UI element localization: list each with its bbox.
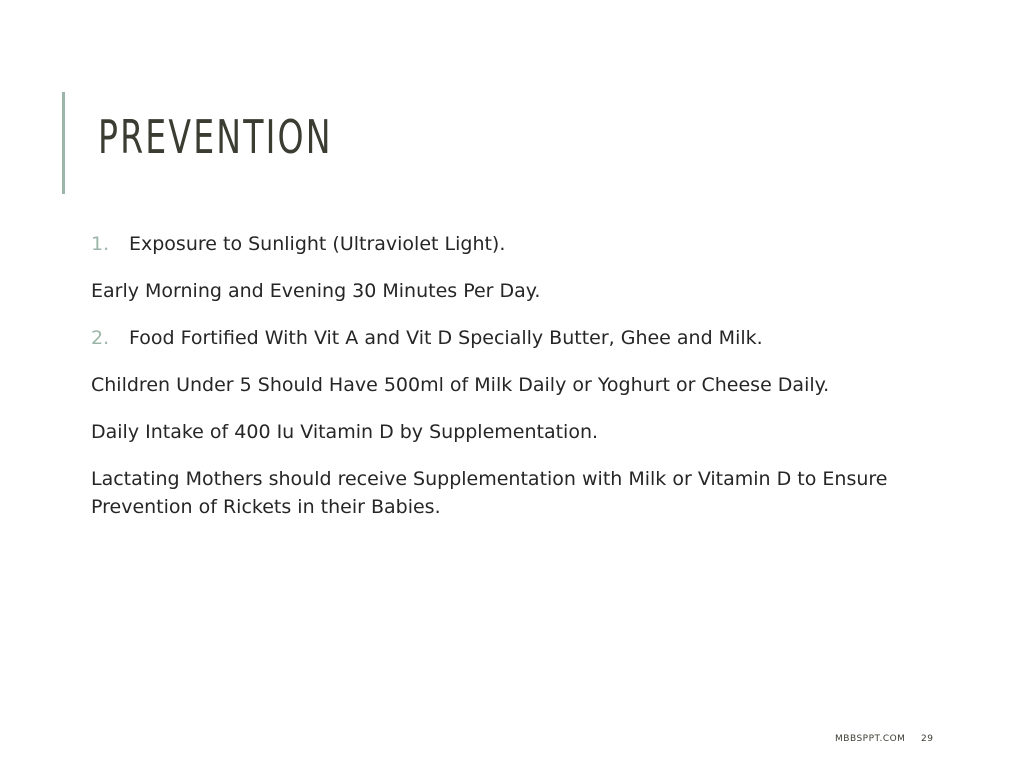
item-text: Exposure to Sunlight (Ultraviolet Light).	[129, 233, 506, 255]
item-number: 1.	[91, 233, 110, 255]
footer-site: MBBSPPT.COM	[835, 734, 906, 744]
paragraph-item: Children Under 5 Should Have 500ml of Milk Daily or Yoghurt or Cheese Daily.	[91, 374, 830, 396]
paragraph-item: Lactating Mothers should receive Supplementation with Milk or Vitamin D to Ensure Prevention of Rickets in their Babies.	[91, 468, 888, 518]
numbered-item-1	[91, 230, 951, 258]
paragraph-item: Daily Intake of 400 Iu Vitamin D by Supplementation.	[91, 421, 599, 443]
page-number: 29	[921, 734, 934, 744]
title-accent-bar	[62, 92, 65, 194]
item-text: Food Fortified With Vit A and Vit D Specially Butter, Ghee and Milk.	[129, 327, 763, 349]
slide-content	[91, 230, 951, 540]
numbered-item-2	[91, 324, 951, 352]
slide-title: PREVENTION	[98, 110, 333, 164]
paragraph-item: Early Morning and Evening 30 Minutes Per Day.	[91, 280, 541, 302]
item-number: 2.	[91, 327, 110, 349]
